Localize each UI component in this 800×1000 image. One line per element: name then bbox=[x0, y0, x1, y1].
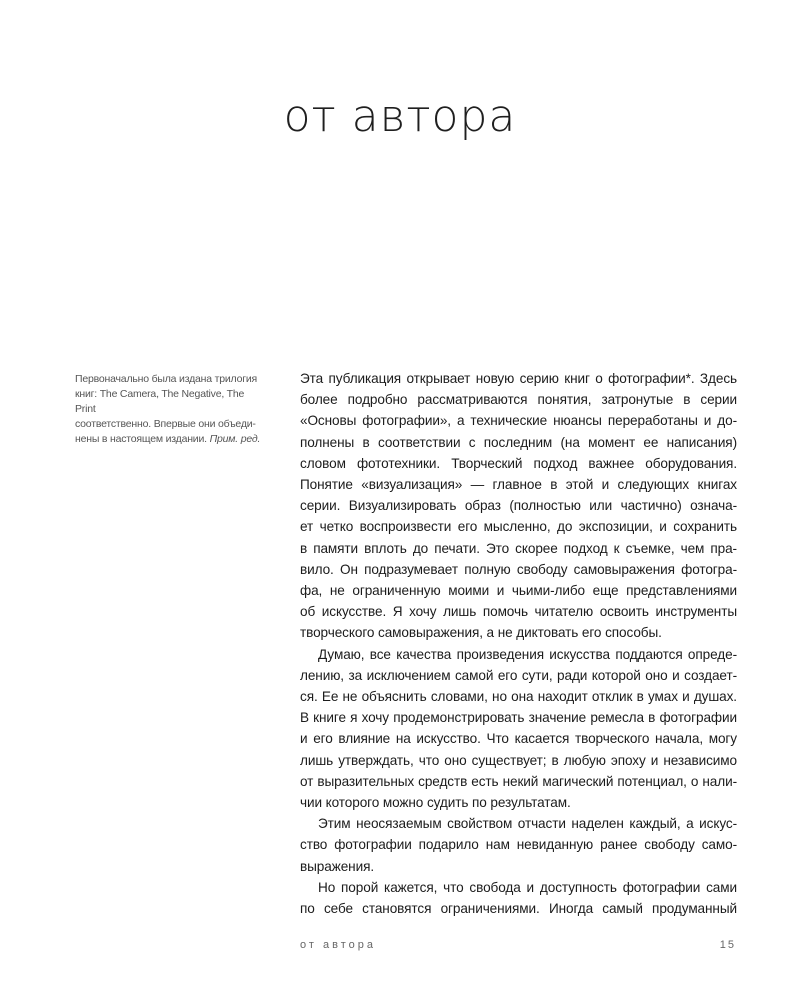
body-line: ство фотографии подарило нам невиданную ранее свободу само- bbox=[300, 837, 737, 853]
margin-note bbox=[75, 372, 265, 447]
body-line: «Основы фотографии», а технические нюансы переработаны и до- bbox=[300, 413, 737, 429]
body-line: лению, за исключением самой его сути, ради которой оно и создает- bbox=[300, 667, 737, 683]
body-line: об искусстве. Я хочу лишь помочь читателю освоить инструменты bbox=[300, 604, 737, 620]
body-line: чии которого можно судить по результатам. bbox=[300, 795, 571, 811]
margin-note-italic: Прим. ред. bbox=[209, 433, 261, 445]
body-line: полнены в соответствии с последним (на момент ее написания) bbox=[300, 434, 737, 450]
body-line: фа, не ограниченную моими и чьими-либо еще представлениями bbox=[300, 583, 737, 599]
body-line: В книге я хочу продемонстрировать значение ремесла в фотографии bbox=[300, 710, 737, 726]
body-line: Но порой кажется, что свобода и доступность фотографии сами bbox=[318, 879, 737, 895]
body-line: и его влияние на искусство. Что касается творческого начала, могу bbox=[300, 731, 737, 747]
body-line: Понятие «визуализация» — главное в этой и следующих книгах bbox=[300, 477, 737, 493]
body-line: в памяти вплоть до печати. Это скорее подход к съемке, чем пра- bbox=[300, 540, 737, 556]
margin-note-line: нены в настоящем издании. bbox=[75, 433, 207, 445]
body-line: от выразительных средств есть некий магический потенциал, о нали- bbox=[300, 773, 737, 789]
body-text bbox=[300, 368, 737, 919]
body-line: словом фототехники. Творческий подход важнее оборудования. bbox=[300, 455, 737, 471]
body-line: по себе становятся ограничениями. Иногда самый продуманный bbox=[300, 901, 737, 917]
page-title: от автора bbox=[283, 91, 517, 143]
margin-note-line: книг: The Camera, The Negative, The Print bbox=[75, 388, 245, 415]
margin-note-line: Первоначально была издана трилогия bbox=[75, 373, 257, 385]
margin-note-line: соответственно. Впервые они объеди- bbox=[75, 418, 256, 430]
body-line: творческого самовыражения, а не диктовать его способы. bbox=[300, 625, 662, 641]
body-line: более подробно рассматриваются понятия, затронутые в серии bbox=[300, 392, 737, 408]
body-line: ся. Ее не объяснить словами, но она находит отклик в умах и душах. bbox=[300, 689, 737, 705]
running-head: от автора bbox=[300, 939, 376, 951]
body-line: выражения. bbox=[300, 858, 375, 874]
body-line: Этим неосязаемым свойством отчасти наделен каждый, а искус- bbox=[318, 816, 737, 832]
body-line: серии. Визуализировать образ (полностью или частично) означа- bbox=[300, 498, 737, 514]
body-line: ет четко воспроизвести его мысленно, до экспозиции, и сохранить bbox=[300, 519, 737, 535]
body-line: вило. Он подразумевает полную свободу самовыражения фотогра- bbox=[300, 561, 737, 577]
body-line: Эта публикация открывает новую серию книг о фотографии*. Здесь bbox=[300, 371, 737, 386]
page-number: 15 bbox=[719, 939, 736, 951]
body-line: лишь утверждать, что оно существует; в любую эпоху и независимо bbox=[300, 752, 737, 768]
body-line: Думаю, все качества произведения искусства поддаются опреде- bbox=[318, 646, 737, 662]
